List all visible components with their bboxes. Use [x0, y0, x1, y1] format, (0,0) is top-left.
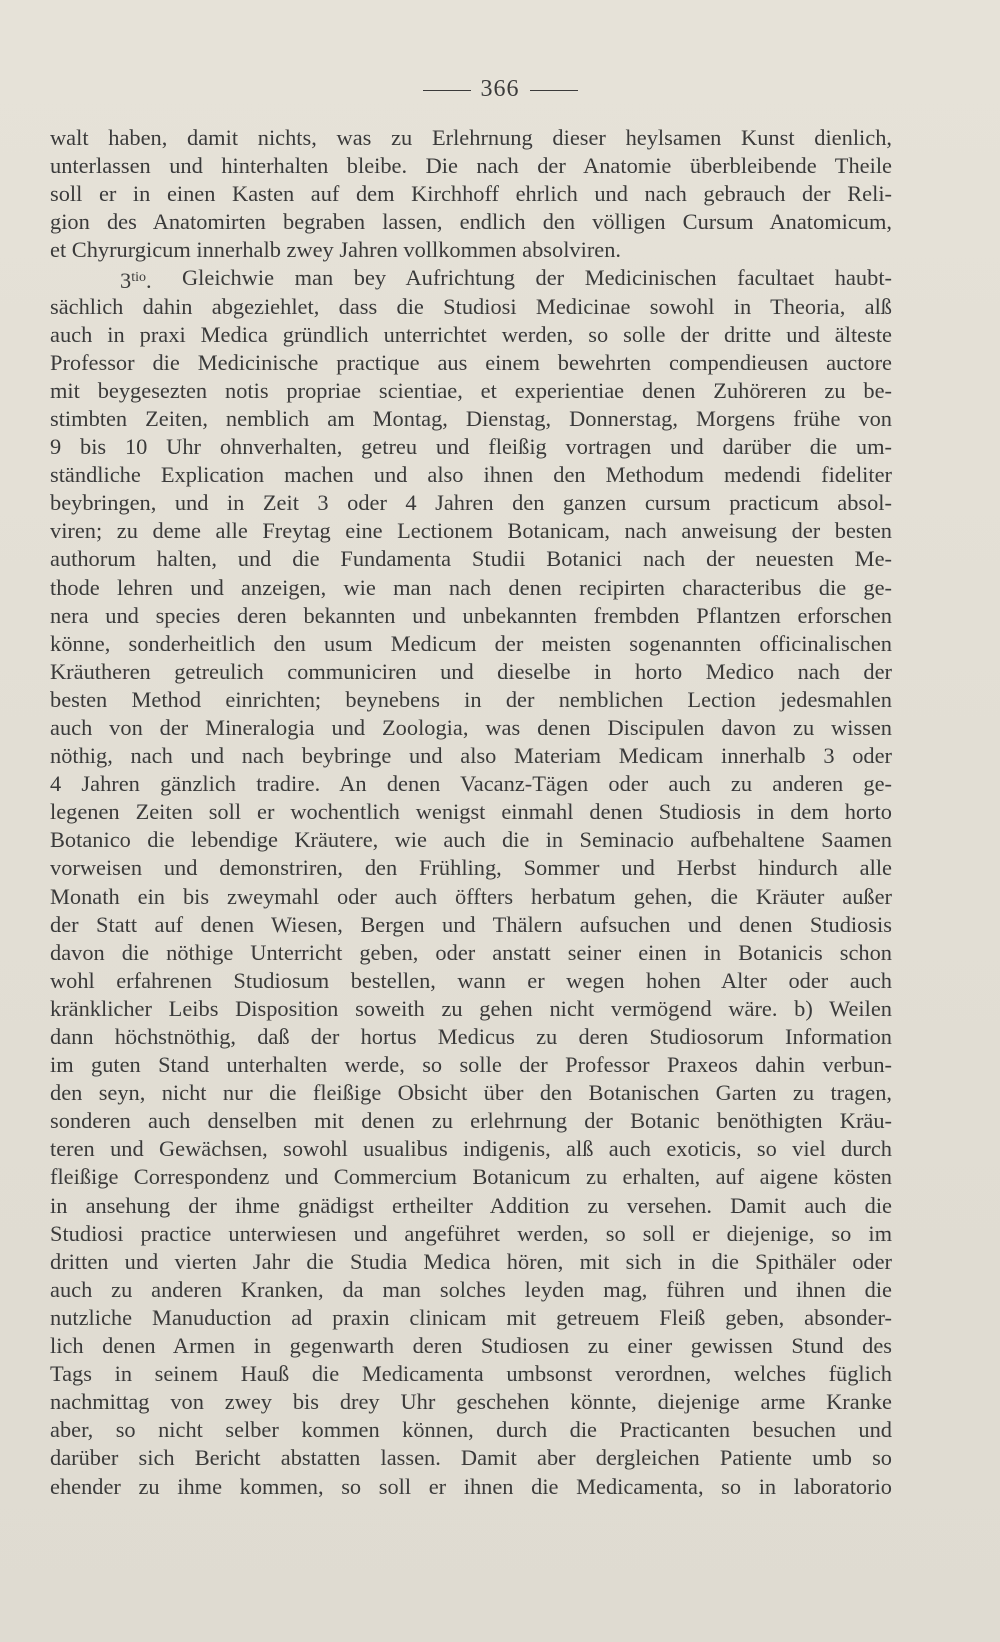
- text-line: fleißige Correspondenz und Commercium Botanicum zu erhalten, auf aigene kösten: [50, 1164, 892, 1190]
- text-line: auch zu anderen Kranken, da man solches leyden mag, führen und ihnen die: [50, 1276, 892, 1302]
- text-line: Tags in seinem Hauß die Medicamenta umbsonst verordnen, welches füglich: [50, 1361, 892, 1387]
- text-line: sonderen auch denselben mit denen zu erlehrnung der Botanic benöthigten Kräu-: [50, 1108, 892, 1134]
- text-line: authorum halten, und die Fundamenta Studii Botanici nach der neuesten Me-: [50, 546, 892, 572]
- paragraph-first-line: [50, 264, 892, 292]
- text-line: thode lehren und anzeigen, wie man nach denen recipirten characteribus die ge-: [50, 574, 892, 600]
- text-line: davon die nöthige Unterricht geben, oder anstatt seiner einen in Botanicis schon: [50, 939, 892, 965]
- text-line: auch in praxi Medica gründlich unterrichtet werden, so solle der dritte und älteste: [50, 321, 892, 347]
- text-line: beybringen, und in Zeit 3 oder 4 Jahren den ganzen cursum practicum absol-: [50, 490, 892, 516]
- text-line: walt haben, damit nichts, was zu Erlehrnung dieser heylsamen Kunst dienlich,: [50, 125, 892, 150]
- body-text: [50, 124, 892, 1501]
- text-line: 9 bis 10 Uhr ohnverhalten, getreu und fleißig vortragen und darüber die um-: [50, 434, 892, 460]
- text-line: Gleichwie man bey Aufrichtung der Medicinischen facultaet haubt-: [182, 265, 892, 291]
- page-header: [0, 76, 1000, 103]
- text-line: den seyn, nicht nur die fleißige Obsicht über den Botanischen Garten zu tragen,: [50, 1080, 892, 1106]
- text-line: viren; zu deme alle Freytag eine Lectionem Botanicam, nach anweisung der besten: [50, 518, 892, 544]
- text-line: könne, sonderheitlich den usum Medicum der meisten sogenannten officinalischen: [50, 630, 892, 656]
- text-line: vorweisen und demonstriren, den Frühling, Sommer und Herbst hindurch alle: [50, 855, 892, 881]
- text-line: nachmittag von zwey bis drey Uhr geschehen könnte, diejenige arme Kranke: [50, 1389, 892, 1415]
- text-line: Monath ein bis zweymahl oder auch öffters herbatum gehen, die Kräuter außer: [50, 883, 892, 909]
- text-line: 4 Jahren gänzlich tradire. An denen Vacanz-Tägen oder auch zu anderen ge-: [50, 771, 892, 797]
- paragraph-marker: [120, 264, 152, 295]
- text-line: wohl erfahrenen Studiosum bestellen, wann er wegen hohen Alter oder auch: [50, 967, 892, 993]
- page-number: 366: [480, 76, 520, 102]
- text-line: lich denen Armen in gegenwarth deren Studiosen zu einer gewissen Stund des: [50, 1333, 892, 1359]
- text-line: darüber sich Bericht abstatten lassen. Damit aber dergleichen Patiente umb so: [50, 1445, 892, 1471]
- text-line: Professor die Medicinische practique aus einem bewehrten compendieusen auctore: [50, 349, 892, 375]
- text-line: Botanico die lebendige Kräutere, wie auch die in Seminacio aufbehaltene Saamen: [50, 827, 892, 853]
- paragraph-marker-sup: tio: [131, 270, 146, 286]
- text-line: Studiosi practice unterwiesen und angeführet werden, so soll er diejenige, so im: [50, 1220, 892, 1246]
- text-line: auch von der Mineralogia und Zoologia, was denen Discipulen davon zu wissen: [50, 714, 892, 740]
- text-line: nera und species deren bekannten und unbekannten frembden Pflantzen erforschen: [50, 602, 892, 628]
- text-line: legenen Zeiten soll er wochentlich wenigst einmahl denen Studiosis in dem horto: [50, 799, 892, 825]
- paragraph-marker-dot: .: [145, 268, 152, 294]
- text-line: besten Method einrichten; beynebens in der nemblichen Lection jedesmahlen: [50, 686, 892, 712]
- text-line: dann höchstnöthig, daß der hortus Medicus zu deren Studiosorum Information: [50, 1024, 892, 1049]
- paragraph-marker-base: 3: [120, 268, 132, 294]
- text-line: im guten Stand unterhalten werde, so solle der Professor Praxeos dahin verbun-: [50, 1052, 892, 1078]
- text-line: der Statt auf denen Wiesen, Bergen und Thälern aufsuchen und denen Studiosis: [50, 911, 892, 937]
- text-line: nöthig, nach und nach beybringe und also Materiam Medicam innerhalb 3 oder: [50, 743, 892, 769]
- text-line: in ansehung der ihme gnädigst ertheilter Addition zu versehen. Damit auch die: [50, 1192, 892, 1218]
- header-rule-left: [423, 90, 471, 91]
- text-line: dritten und vierten Jahr die Studia Medica hören, mit sich in die Spithäler oder: [50, 1248, 892, 1274]
- text-line: kränklicher Leibs Disposition soweith zu gehen nicht vermögend wäre. b) Weilen: [50, 995, 892, 1021]
- text-line: sächlich dahin abgeziehlet, dass die Studiosi Medicinae sowohl in Theoria, alß: [50, 293, 892, 319]
- text-line: aber, so nicht selber kommen können, durch die Practicanten besuchen und: [50, 1417, 892, 1443]
- text-line: unterlassen und hinterhalten bleibe. Die nach der Anatomie überbleibende Theile: [50, 153, 892, 179]
- text-line: et Chyrurgicum innerhalb zwey Jahren vollkommen absolviren.: [50, 237, 622, 263]
- text-line: mit beygesezten notis propriae scientiae, et experientiae denen Zuhöreren zu be-: [50, 377, 892, 403]
- text-line: soll er in einen Kasten auf dem Kirchhoff ehrlich und nach gebrauch der Reli-: [50, 181, 892, 207]
- text-line: Kräutheren getreulich communiciren und dieselbe in horto Medico nach der: [50, 658, 892, 684]
- header-rule-right: [530, 90, 578, 91]
- text-line: nutzliche Manuduction ad praxin clinicam mit getreuem Fleiß geben, absonder-: [50, 1304, 892, 1330]
- text-line: stimbten Zeiten, nemblich am Montag, Dienstag, Donnerstag, Morgens frühe von: [50, 405, 892, 431]
- text-line: gion des Anatomirten begraben lassen, endlich den völligen Cursum Anatomicum,: [50, 209, 892, 235]
- text-line: teren und Gewächsen, sowohl usualibus indigenis, alß auch exoticis, so viel durch: [50, 1136, 892, 1162]
- text-line: ständliche Explication machen und also ihnen den Methodum medendi fideliter: [50, 462, 892, 488]
- text-line: ehender zu ihme kommen, so soll er ihnen die Medicamenta, so in laboratorio: [50, 1473, 892, 1499]
